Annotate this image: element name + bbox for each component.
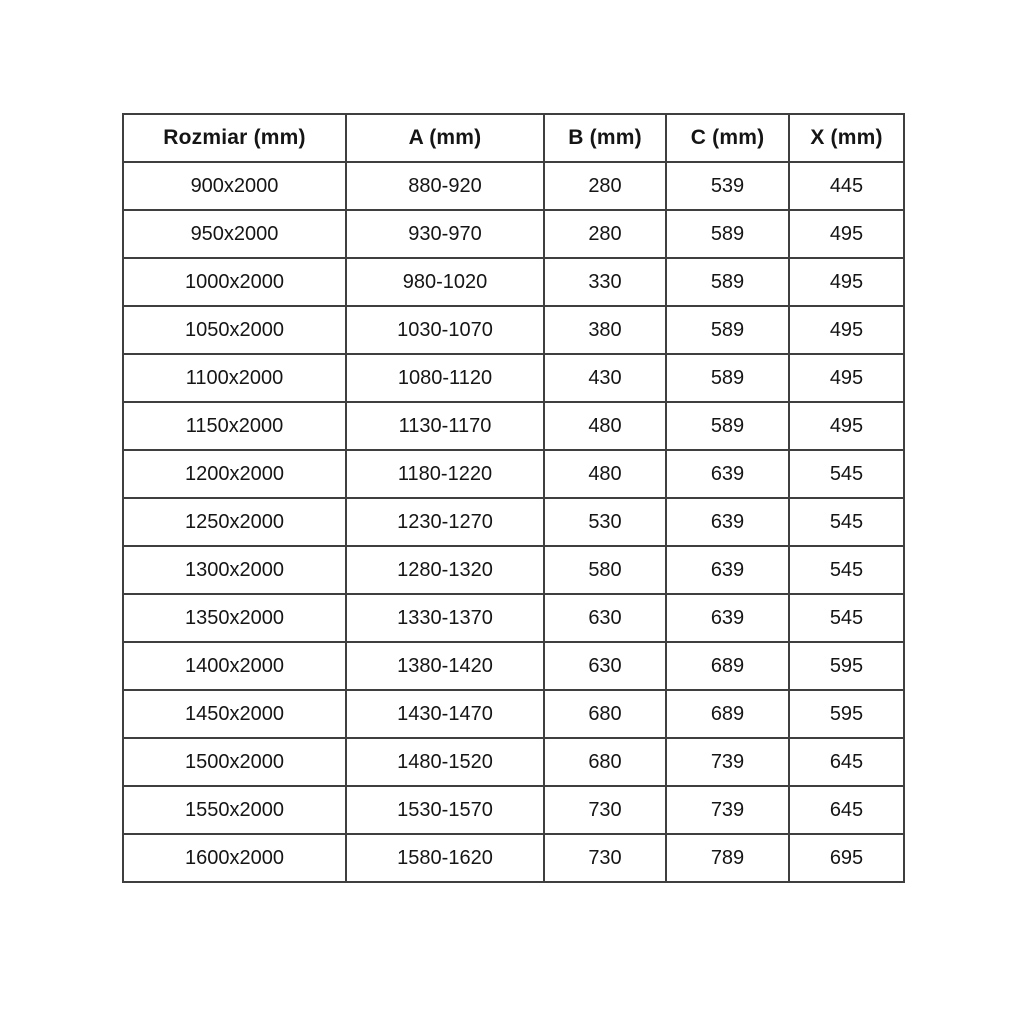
table-cell: 639	[666, 450, 789, 498]
table-row	[123, 162, 904, 210]
table-row	[123, 546, 904, 594]
table-cell: 645	[789, 738, 904, 786]
column-header: X (mm)	[789, 114, 904, 162]
table-cell: 445	[789, 162, 904, 210]
table-cell: 589	[666, 258, 789, 306]
table-row	[123, 498, 904, 546]
table-cell: 280	[544, 210, 666, 258]
table-cell: 680	[544, 690, 666, 738]
table-row	[123, 306, 904, 354]
table-cell: 495	[789, 210, 904, 258]
table-cell: 1400x2000	[123, 642, 346, 690]
table-cell: 739	[666, 738, 789, 786]
table-row	[123, 594, 904, 642]
table-cell: 1530-1570	[346, 786, 544, 834]
table-cell: 739	[666, 786, 789, 834]
table-cell: 1430-1470	[346, 690, 544, 738]
table-cell: 330	[544, 258, 666, 306]
header-row	[123, 114, 904, 162]
table-cell: 695	[789, 834, 904, 882]
table-cell: 730	[544, 786, 666, 834]
table-cell: 689	[666, 642, 789, 690]
table-cell: 1180-1220	[346, 450, 544, 498]
table-cell: 1050x2000	[123, 306, 346, 354]
table-cell: 880-920	[346, 162, 544, 210]
table-cell: 950x2000	[123, 210, 346, 258]
table-cell: 1550x2000	[123, 786, 346, 834]
table-row	[123, 690, 904, 738]
table-cell: 280	[544, 162, 666, 210]
table-body	[123, 162, 904, 882]
table-cell: 1450x2000	[123, 690, 346, 738]
table-cell: 589	[666, 210, 789, 258]
table-cell: 630	[544, 642, 666, 690]
table-cell: 480	[544, 402, 666, 450]
table-cell: 1150x2000	[123, 402, 346, 450]
table-cell: 639	[666, 594, 789, 642]
table-cell: 430	[544, 354, 666, 402]
size-table	[122, 113, 905, 883]
table-cell: 1580-1620	[346, 834, 544, 882]
table-head	[123, 114, 904, 162]
table-cell: 1350x2000	[123, 594, 346, 642]
table-cell: 1500x2000	[123, 738, 346, 786]
table-cell: 1380-1420	[346, 642, 544, 690]
table-cell: 645	[789, 786, 904, 834]
table-cell: 1300x2000	[123, 546, 346, 594]
table-row	[123, 210, 904, 258]
table-cell: 789	[666, 834, 789, 882]
table-cell: 1130-1170	[346, 402, 544, 450]
table-cell: 595	[789, 642, 904, 690]
table-cell: 495	[789, 354, 904, 402]
table-cell: 480	[544, 450, 666, 498]
table-cell: 1280-1320	[346, 546, 544, 594]
table-cell: 1200x2000	[123, 450, 346, 498]
table-cell: 1100x2000	[123, 354, 346, 402]
column-header: Rozmiar (mm)	[123, 114, 346, 162]
table-cell: 589	[666, 402, 789, 450]
table-cell: 639	[666, 546, 789, 594]
table-cell: 1230-1270	[346, 498, 544, 546]
table-cell: 680	[544, 738, 666, 786]
table-cell: 530	[544, 498, 666, 546]
table-cell: 1000x2000	[123, 258, 346, 306]
table-cell: 1250x2000	[123, 498, 346, 546]
table-cell: 595	[789, 690, 904, 738]
table-cell: 639	[666, 498, 789, 546]
table-row	[123, 738, 904, 786]
table-row	[123, 450, 904, 498]
table-cell: 1600x2000	[123, 834, 346, 882]
table-cell: 1480-1520	[346, 738, 544, 786]
table-row	[123, 786, 904, 834]
table-cell: 545	[789, 546, 904, 594]
table-row	[123, 258, 904, 306]
table-cell: 380	[544, 306, 666, 354]
table-row	[123, 834, 904, 882]
table-cell: 730	[544, 834, 666, 882]
table-cell: 495	[789, 258, 904, 306]
column-header: B (mm)	[544, 114, 666, 162]
table-row	[123, 354, 904, 402]
table-cell: 1080-1120	[346, 354, 544, 402]
table-cell: 589	[666, 354, 789, 402]
table-cell: 689	[666, 690, 789, 738]
table-cell: 980-1020	[346, 258, 544, 306]
table-cell: 1330-1370	[346, 594, 544, 642]
column-header: C (mm)	[666, 114, 789, 162]
table-cell: 1030-1070	[346, 306, 544, 354]
table-cell: 545	[789, 594, 904, 642]
table-cell: 900x2000	[123, 162, 346, 210]
table-cell: 545	[789, 450, 904, 498]
table-cell: 495	[789, 306, 904, 354]
table-row	[123, 402, 904, 450]
table-row	[123, 642, 904, 690]
column-header: A (mm)	[346, 114, 544, 162]
table-cell: 580	[544, 546, 666, 594]
table-cell: 539	[666, 162, 789, 210]
table-cell: 630	[544, 594, 666, 642]
table-cell: 589	[666, 306, 789, 354]
table-cell: 495	[789, 402, 904, 450]
table-cell: 545	[789, 498, 904, 546]
table-cell: 930-970	[346, 210, 544, 258]
